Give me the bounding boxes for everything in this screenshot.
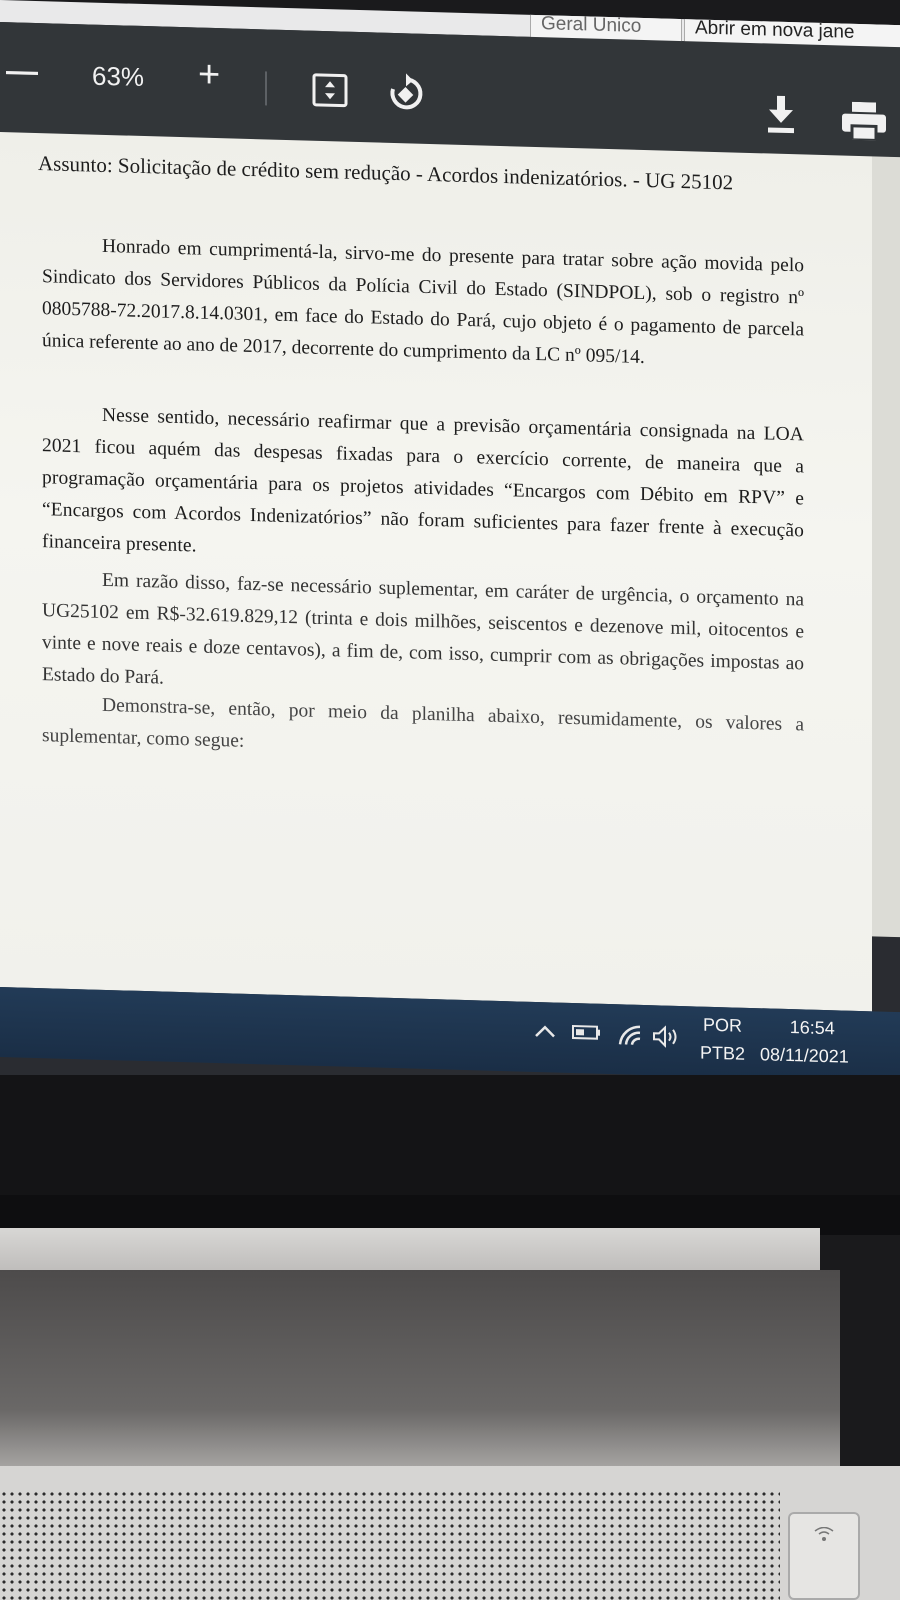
language-code: POR [703,1014,743,1036]
system-clock[interactable] [760,1012,849,1070]
open-new-window-button[interactable]: Abrir em nova jane [684,13,900,51]
download-icon[interactable] [766,95,796,139]
zoom-out-button[interactable]: — [6,52,38,90]
zoom-level[interactable]: 63% [92,60,145,93]
browser-chip-left[interactable]: Geral Único [530,9,682,45]
document-subject: Assunto: Solicitação de crédito sem redução - Acordos indenizatórios. - UG 25102 [38,151,734,195]
zoom-in-button[interactable]: + [198,53,221,97]
speaker-icon[interactable] [652,1025,682,1054]
keyboard-layout: PTB2 [700,1042,746,1064]
document-page [0,132,872,1011]
toolbar-divider [265,71,267,105]
clock-time: 16:54 [789,1017,835,1039]
paragraph-4: Demonstra-se, então, por meio da planilha abaixo, resumidamente, os valores a suplementar, como segue: [42,694,804,752]
paragraph-2: Nesse sentido, necessário reafirmar que a previsão orçamentária consignada na LOA 2021 ficou aquém das despesas fixadas para o exercício corrente, de maneira que a programação orçamentária para os projetos atividades “Encargos com Débito em RPV” e “Encargos com Acordos Indenizatórios” não foram suficientes para fazer frente à execução financeira presente. [42,404,804,557]
page-margin-strip [872,156,900,937]
print-icon[interactable] [842,102,886,146]
input-language[interactable] [700,1011,745,1068]
speaker-grille [0,1490,780,1600]
laptop-deck-edge [0,1228,820,1276]
wifi-icon[interactable] [618,1024,644,1053]
wireless-key-icon [788,1512,860,1600]
paragraph-1: Honrado em cumprimentá-la, sirvo-me do presente para tratar sobre ação movida pelo Sindicato dos Servidores Públicos da Polícia Civil do Estado (SINDPOL), sob o registro nº 0805788-72.2017.8.14.0301, em face do Estado do Pará, cujo objeto é o pagamento de parcela única referente ao ano de 2017, decorrente do cumprimento da LC nº 095/14. [42,235,804,369]
paragraph-3: Em razão disso, faz-se necessário suplementar, em caráter de urgência, o orçamento na UG25102 em R$-32.619.829,12 (trinta e dois milhões, seiscentos e dezenove mil, oitocentos e vinte e nove reais e doze centavos), a fim de, com isso, cumprir com as obrigações impostas ao Estado do Pará. [42,569,804,689]
rotate-icon[interactable] [386,73,426,119]
laptop-hinge-shadow [0,1270,840,1470]
fit-page-icon[interactable] [312,73,348,113]
chevron-up-icon[interactable] [534,1018,556,1045]
battery-icon[interactable] [572,1023,602,1048]
clock-date: 08/11/2021 [760,1044,849,1067]
